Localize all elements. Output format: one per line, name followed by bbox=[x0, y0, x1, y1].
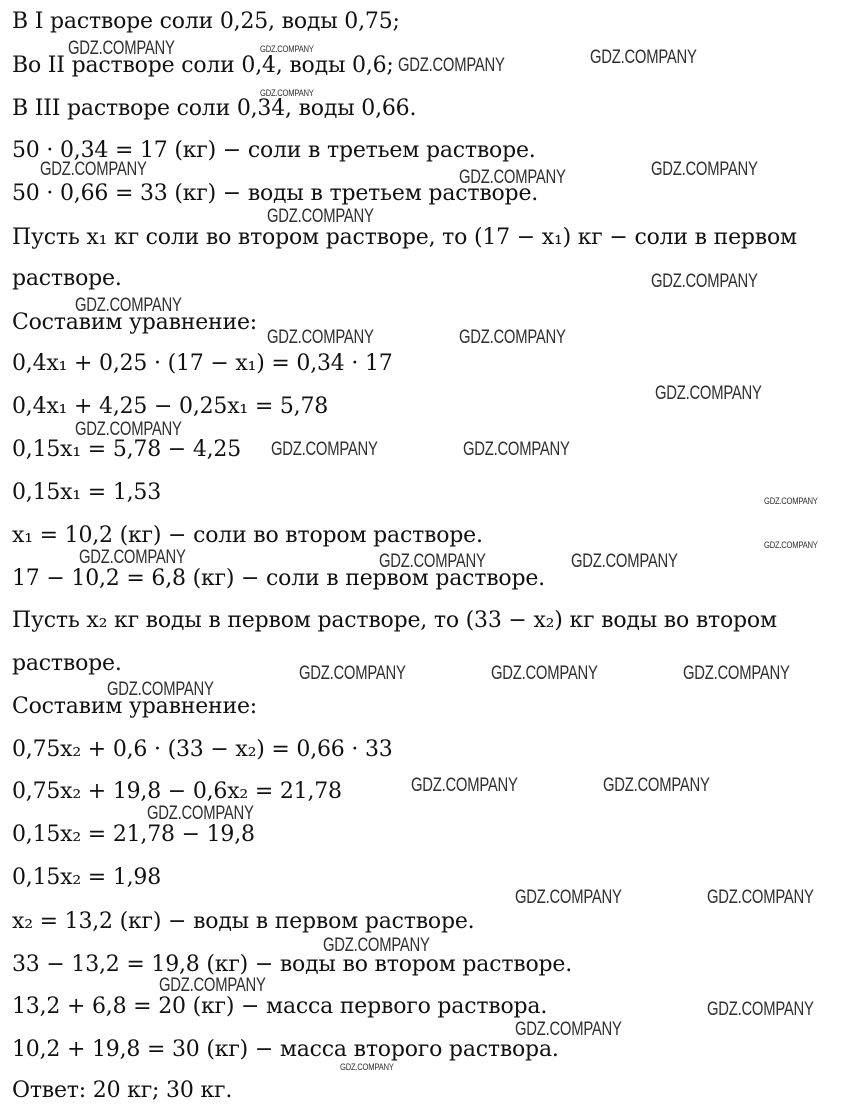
watermark: GDZ.COMPANY bbox=[323, 935, 430, 956]
watermark-small: GDZ.COMPANY bbox=[260, 44, 314, 54]
equation-2: 0,4x₁ + 4,25 − 0,25x₁ = 5,78 bbox=[12, 394, 329, 419]
watermark: GDZ.COMPANY bbox=[398, 55, 505, 76]
watermark: GDZ.COMPANY bbox=[651, 159, 758, 180]
solution-line-7: растворе. bbox=[12, 266, 122, 291]
watermark: GDZ.COMPANY bbox=[40, 159, 147, 180]
equation-4: 0,15x₁ = 1,53 bbox=[12, 480, 162, 505]
watermark-small: GDZ.COMPANY bbox=[764, 496, 818, 506]
solution-line-6: Пусть x₁ кг соли во втором растворе, то (17 − x₁) кг − соли в первом bbox=[12, 225, 797, 250]
watermark: GDZ.COMPANY bbox=[379, 551, 486, 572]
watermark: GDZ.COMPANY bbox=[571, 551, 678, 572]
watermark-small: GDZ.COMPANY bbox=[764, 540, 818, 550]
watermark: GDZ.COMPANY bbox=[267, 327, 374, 348]
watermark: GDZ.COMPANY bbox=[147, 803, 254, 824]
solution-line-2: Во II растворе соли 0,4, воды 0,6; bbox=[12, 53, 394, 78]
equation-7: 0,15x₂ = 21,78 − 19,8 bbox=[12, 822, 255, 847]
watermark: GDZ.COMPANY bbox=[79, 547, 186, 568]
solution-line-1: В I растворе соли 0,25, воды 0,75; bbox=[12, 9, 400, 34]
watermark-small: GDZ.COMPANY bbox=[340, 1062, 394, 1072]
solution-line-3: В III растворе соли 0,34, воды 0,66. bbox=[12, 96, 417, 121]
watermark: GDZ.COMPANY bbox=[590, 47, 697, 68]
watermark: GDZ.COMPANY bbox=[491, 663, 598, 684]
watermark: GDZ.COMPANY bbox=[459, 327, 566, 348]
watermark: GDZ.COMPANY bbox=[411, 775, 518, 796]
watermark: GDZ.COMPANY bbox=[655, 383, 762, 404]
result-salt-first: 17 − 10,2 = 6,8 (кг) − соли в первом растворе. bbox=[12, 566, 545, 591]
watermark: GDZ.COMPANY bbox=[68, 38, 175, 59]
watermark: GDZ.COMPANY bbox=[75, 295, 182, 316]
result-mass-first: 13,2 + 6,8 = 20 (кг) − масса первого раствора. bbox=[12, 994, 548, 1019]
watermark: GDZ.COMPANY bbox=[107, 679, 214, 700]
solution-line-8: Составим уравнение: bbox=[12, 310, 258, 335]
watermark: GDZ.COMPANY bbox=[75, 419, 182, 440]
watermark: GDZ.COMPANY bbox=[515, 887, 622, 908]
solution-line-5: 50 · 0,66 = 33 (кг) − воды в третьем растворе. bbox=[12, 181, 539, 206]
watermark: GDZ.COMPANY bbox=[683, 663, 790, 684]
equation-8: 0,15x₂ = 1,98 bbox=[12, 865, 162, 890]
solution-line-17: Составим уравнение: bbox=[12, 694, 258, 719]
solution-line-4: 50 · 0,34 = 17 (кг) − соли в третьем растворе. bbox=[12, 138, 536, 163]
equation-1: 0,4x₁ + 0,25 · (17 − x₁) = 0,34 · 17 bbox=[12, 351, 393, 376]
watermark: GDZ.COMPANY bbox=[459, 167, 566, 188]
solution-line-16: растворе. bbox=[12, 651, 122, 676]
watermark-small: GDZ.COMPANY bbox=[260, 88, 314, 98]
watermark: GDZ.COMPANY bbox=[267, 206, 374, 227]
watermark: GDZ.COMPANY bbox=[299, 663, 406, 684]
watermark: GDZ.COMPANY bbox=[707, 999, 814, 1020]
result-x2: x₂ = 13,2 (кг) − воды в первом растворе. bbox=[12, 909, 475, 934]
answer-line: Ответ: 20 кг; 30 кг. bbox=[12, 1078, 233, 1103]
equation-3: 0,15x₁ = 5,78 − 4,25 bbox=[12, 437, 242, 462]
result-x1: x₁ = 10,2 (кг) − соли во втором растворе. bbox=[12, 523, 483, 548]
watermark: GDZ.COMPANY bbox=[651, 271, 758, 292]
watermark: GDZ.COMPANY bbox=[603, 775, 710, 796]
result-water-second: 33 − 13,2 = 19,8 (кг) − воды во втором растворе. bbox=[12, 952, 573, 977]
result-mass-second: 10,2 + 19,8 = 30 (кг) − масса второго раствора. bbox=[12, 1037, 559, 1062]
equation-5: 0,75x₂ + 0,6 · (33 − x₂) = 0,66 · 33 bbox=[12, 737, 393, 762]
solution-line-15: Пусть x₂ кг воды в первом растворе, то (33 − x₂) кг воды во втором bbox=[12, 608, 777, 633]
watermark: GDZ.COMPANY bbox=[159, 975, 266, 996]
watermark: GDZ.COMPANY bbox=[463, 439, 570, 460]
watermark: GDZ.COMPANY bbox=[707, 887, 814, 908]
watermark: GDZ.COMPANY bbox=[271, 439, 378, 460]
watermark: GDZ.COMPANY bbox=[515, 1019, 622, 1040]
equation-6: 0,75x₂ + 19,8 − 0,6x₂ = 21,78 bbox=[12, 779, 342, 804]
